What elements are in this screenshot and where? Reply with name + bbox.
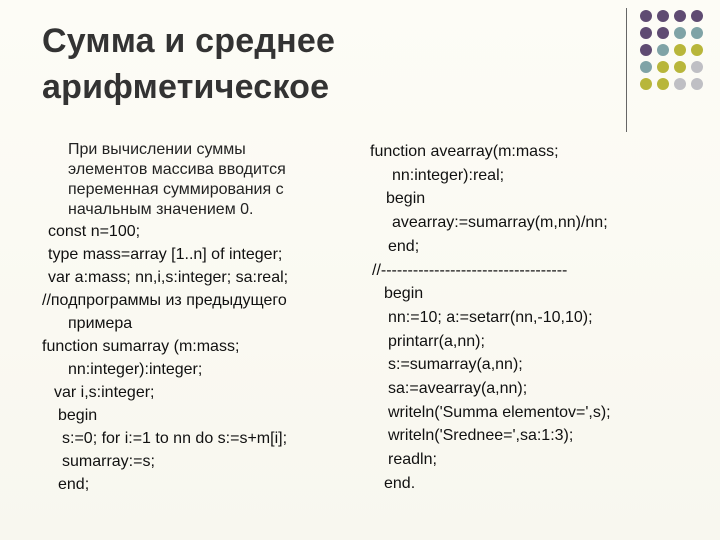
intro-line-4: начальным значением 0. [68,201,254,218]
intro-line-3: переменная суммирования с [68,181,284,198]
code-line-printarr: printarr(a,nn); [388,332,485,350]
dot-r5c1 [640,78,652,90]
code-line-sum-call: s:=sumarray(a,nn); [388,356,523,374]
code-line-comment-cont: примера [68,315,133,332]
intro-line-2: элементов массива вводится [68,161,286,178]
slide-title [42,18,602,110]
code-line-local-var: var i,s:integer; [54,384,155,401]
dot-r2c1 [640,27,652,39]
code-line-avearray-function: function avearray(m:mass; [370,143,559,160]
dot-r5c4 [691,78,703,90]
code-line-type: type mass=array [1..n] of integer; [48,246,283,263]
code-line-comment: //подпрограммы из предыдущего [42,292,287,309]
right-column [370,140,690,496]
code-line-function: function sumarray (m:mass; [42,338,240,355]
dot-r4c4 [691,61,703,73]
dot-r4c1 [640,61,652,73]
code-line-writeln-avg: writeln('Srednee=',sa:1:3); [388,427,574,445]
code-line-avearray-end: end; [388,237,420,255]
dot-r1c4 [691,10,703,22]
dot-r4c2 [657,61,669,73]
left-column [40,140,350,496]
dot-r3c3 [674,44,686,56]
code-line-result: sumarray:=s; [62,453,155,470]
code-line-main-begin: begin [384,285,424,303]
code-line-function-cont: nn:integer):integer; [68,361,203,378]
code-line-readln: readln; [388,451,437,469]
code-line-avg-call: sa:=avearray(a,nn); [388,380,528,398]
dot-r2c2 [657,27,669,39]
dot-r5c2 [657,78,669,90]
code-line-avearray-begin: begin [386,190,426,208]
code-line-separator: //----------------------------------- [372,261,568,279]
dot-r3c2 [657,44,669,56]
dot-r3c1 [640,44,652,56]
code-line-setarr: nn:=10; a:=setarr(nn,-10,10); [388,308,593,326]
code-line-loop: s:=0; for i:=1 to nn do s:=s+m[i]; [62,430,288,447]
dot-r1c3 [674,10,686,22]
intro-line-1: При вычислении суммы [68,141,246,158]
code-line-main-end: end. [384,474,416,492]
decorative-vertical-line [626,8,627,132]
code-line-begin: begin [58,407,98,424]
dot-r1c1 [640,10,652,22]
dot-r3c4 [691,44,703,56]
dot-r1c2 [657,10,669,22]
title-line-1: Сумма и среднее [42,22,336,60]
intro-paragraph [68,140,360,220]
code-line-const: const n=100; [48,223,141,240]
code-line-end: end; [58,476,90,493]
title-line-2: арифметическое [42,68,330,106]
dot-r4c3 [674,61,686,73]
code-line-avearray-params: nn:integer):real; [392,166,505,184]
dot-r2c3 [674,27,686,39]
decorative-dot-grid [640,10,720,92]
dot-r5c3 [674,78,686,90]
code-line-writeln-sum: writeln('Summa elementov=',s); [388,403,611,421]
dot-r2c4 [691,27,703,39]
code-line-avearray-body: avearray:=sumarray(m,nn)/nn; [392,214,608,232]
code-line-var: var a:mass; nn,i,s:integer; sa:real; [48,269,289,286]
